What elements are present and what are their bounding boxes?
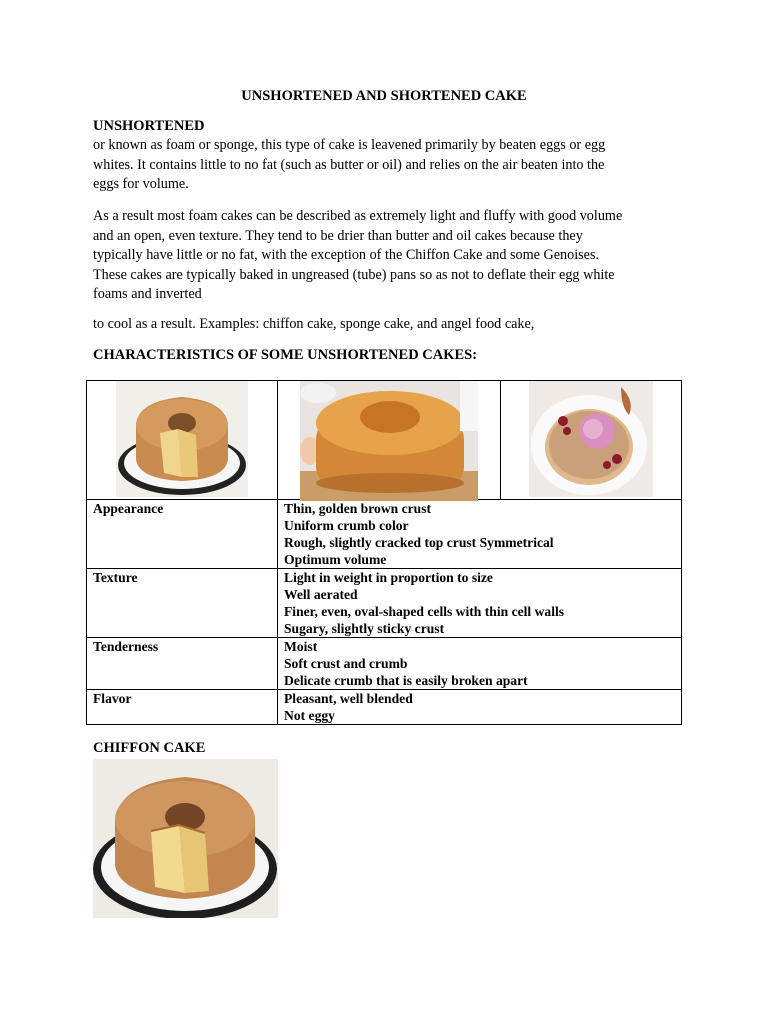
- section-heading-unshortened: UNSHORTENED: [93, 118, 205, 134]
- characteristic-row-texture: [87, 569, 682, 638]
- characteristic-description: [278, 500, 682, 569]
- text-line: Delicate crumb that is easily broken apart: [284, 673, 528, 688]
- text-line: Well aerated: [284, 587, 358, 602]
- text-line: whites. It contains little to no fat (such as butter or oil) and relies on the air beaten into the: [93, 156, 605, 173]
- text-line: These cakes are typically baked in ungreased (tube) pans so as not to deflate their egg white: [93, 266, 615, 283]
- image-cell: [278, 381, 501, 500]
- text-line: Light in weight in proportion to size: [284, 570, 493, 585]
- text-line: Optimum volume: [284, 552, 387, 567]
- intro-paragraph: [93, 136, 683, 195]
- characteristic-description: [278, 569, 682, 638]
- result-paragraph: [93, 207, 683, 305]
- characteristic-label: Tenderness: [87, 638, 278, 690]
- text-line: eggs for volume.: [93, 176, 189, 192]
- text-line: and an open, even texture. They tend to be drier than butter and oil cakes because they: [93, 227, 583, 244]
- text-line: Sugary, slightly sticky crust: [284, 621, 445, 636]
- text-line: Moist: [284, 639, 318, 654]
- chiffon-cake-heading: CHIFFON CAKE: [93, 740, 206, 756]
- characteristic-row-appearance: [87, 500, 682, 569]
- text-line: or known as foam or sponge, this type of cake is leavened primarily by beaten eggs or egg: [93, 137, 606, 153]
- text-line: Thin, golden brown crust: [284, 501, 432, 516]
- text-line: Uniform crumb color: [284, 518, 409, 533]
- text-line: Pleasant, well blended: [284, 691, 413, 706]
- image-cell: [501, 381, 682, 500]
- chiffon-cake-image: [116, 381, 248, 497]
- text-line: foams and inverted: [93, 286, 202, 302]
- characteristic-row-tenderness: [87, 638, 682, 690]
- characteristic-label: Appearance: [87, 500, 278, 569]
- image-row: [87, 381, 682, 500]
- characteristic-description: [278, 690, 682, 725]
- examples-paragraph: to cool as a result. Examples: chiffon cake, sponge cake, and angel food cake,: [93, 316, 535, 332]
- characteristic-label: Texture: [87, 569, 278, 638]
- text-line: typically have little or no fat, with the exception of the Chiffon Cake and some Genoises.: [93, 247, 600, 263]
- text-line: As a result most foam cakes can be described as extremely light and fluffy with good volume: [93, 208, 623, 224]
- characteristic-description: [278, 638, 682, 690]
- chiffon-cake-photo: [93, 759, 278, 918]
- characteristic-label: Flavor: [87, 690, 278, 725]
- sponge-cake-image: [300, 381, 478, 501]
- text-line: Soft crust and crumb: [284, 656, 408, 671]
- characteristic-row-flavor: [87, 690, 682, 725]
- text-line: Rough, slightly cracked top crust Symmetrical: [284, 535, 554, 550]
- text-line: Not eggy: [284, 708, 335, 723]
- text-line: Finer, even, oval-shaped cells with thin cell walls: [284, 604, 565, 619]
- characteristics-table: [86, 380, 682, 725]
- image-cell: [87, 381, 278, 500]
- page-title: UNSHORTENED AND SHORTENED CAKE: [241, 88, 527, 104]
- characteristics-heading: CHARACTERISTICS OF SOME UNSHORTENED CAKES:: [93, 347, 478, 363]
- angel-food-cake-image: [529, 381, 653, 497]
